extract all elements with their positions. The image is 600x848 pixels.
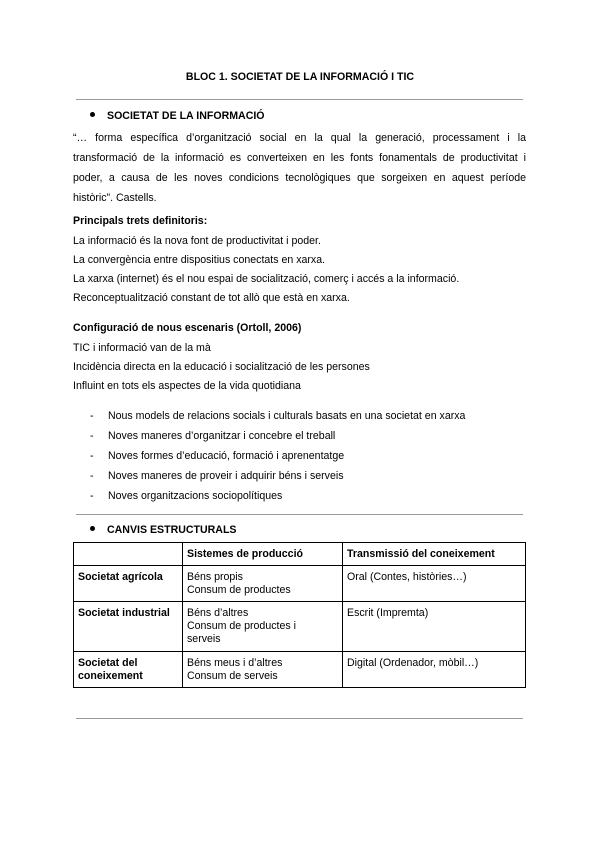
table-cell bbox=[183, 602, 343, 652]
list-item: - Nous models de relacions socials i culturals basats en una societat en xarxa bbox=[90, 406, 465, 426]
bullet-icon bbox=[90, 526, 95, 531]
cell-line: coneixement bbox=[78, 670, 143, 682]
table-cell bbox=[183, 566, 343, 602]
trait-item: La informació és la nova font de productivitat i poder. bbox=[73, 235, 321, 247]
divider bbox=[76, 718, 523, 719]
list-item: - Noves maneres de proveir i adquirir béns i serveis bbox=[90, 466, 465, 486]
list-item: - Noves formes d’educació, formació i aprenentatge bbox=[90, 446, 465, 466]
row-label bbox=[74, 652, 183, 688]
page-title: BLOC 1. SOCIETAT DE LA INFORMACIÓ I TIC bbox=[185, 71, 415, 83]
bullet-icon bbox=[90, 112, 95, 117]
table-header-cell bbox=[74, 543, 183, 566]
cell-line: Consum de productes bbox=[187, 584, 291, 596]
quote-line: “… forma específica d’organització social en la qual la generació, processament i la bbox=[73, 132, 526, 144]
table-header-row bbox=[74, 543, 526, 566]
cell-line: Societat del bbox=[78, 657, 138, 669]
cell-line: Consum de productes i bbox=[187, 620, 296, 632]
section-heading-text: CANVIS ESTRUCTURALS bbox=[107, 524, 237, 536]
scenario-line: TIC i informació van de la mà bbox=[73, 342, 211, 354]
table-header-cell: Transmissió del coneixement bbox=[343, 543, 526, 566]
table-header-cell: Sistemes de producció bbox=[183, 543, 343, 566]
section-heading-structural-changes bbox=[90, 524, 236, 536]
cell-line: Béns d’altres bbox=[187, 607, 249, 619]
section-heading-text: SOCIETAT DE LA INFORMACIÓ bbox=[107, 110, 265, 122]
trait-item: La convergència entre dispositius conectats en xarxa. bbox=[73, 254, 326, 266]
quote-line: històric”. Castells. bbox=[73, 192, 157, 204]
divider bbox=[76, 99, 523, 100]
cell-line: Consum de serveis bbox=[187, 670, 278, 682]
cell-line: Béns meus i d’altres bbox=[187, 657, 283, 669]
table-row bbox=[74, 602, 526, 652]
structural-changes-table bbox=[73, 542, 526, 688]
quote-line: poder, a causa de les noves condicions tecnològiques que sorgeixen en aquest període bbox=[73, 172, 526, 184]
trait-item: La xarxa (internet) és el nou espai de socialització, comerç i accés a la informació. bbox=[73, 273, 460, 285]
table-row bbox=[74, 652, 526, 688]
divider bbox=[76, 514, 523, 515]
section-heading-information-society bbox=[90, 110, 265, 122]
castells-quote bbox=[73, 128, 526, 208]
table-cell: Oral (Contes, històries…) bbox=[343, 566, 526, 602]
row-label: Societat industrial bbox=[74, 602, 183, 652]
list-item: - Noves organitzacions sociopolítiques bbox=[90, 486, 465, 506]
scenario-dash-list bbox=[90, 406, 465, 506]
cell-line: Béns propis bbox=[187, 571, 243, 583]
table-cell bbox=[183, 652, 343, 688]
list-item: - Noves maneres d’organitzar i concebre el treball bbox=[90, 426, 465, 446]
quote-line: transformació de la informació es converteixen en les fonts fonamentals de productivitat i bbox=[73, 152, 526, 164]
trait-item: Reconceptualització constant de tot allò que està en xarxa. bbox=[73, 292, 350, 304]
traits-heading: Principals trets definitoris: bbox=[73, 215, 208, 227]
scenario-line: Incidència directa en la educació i socialització de les persones bbox=[73, 361, 370, 373]
scenarios-heading: Configuració de nous escenaris (Ortoll, 2006) bbox=[73, 322, 302, 334]
scenario-line: Influint en tots els aspectes de la vida quotidiana bbox=[73, 380, 301, 392]
table-cell: Digital (Ordenador, mòbil…) bbox=[343, 652, 526, 688]
cell-line: serveis bbox=[187, 633, 221, 645]
table-row bbox=[74, 566, 526, 602]
table-cell: Escrit (Impremta) bbox=[343, 602, 526, 652]
row-label: Societat agrícola bbox=[74, 566, 183, 602]
